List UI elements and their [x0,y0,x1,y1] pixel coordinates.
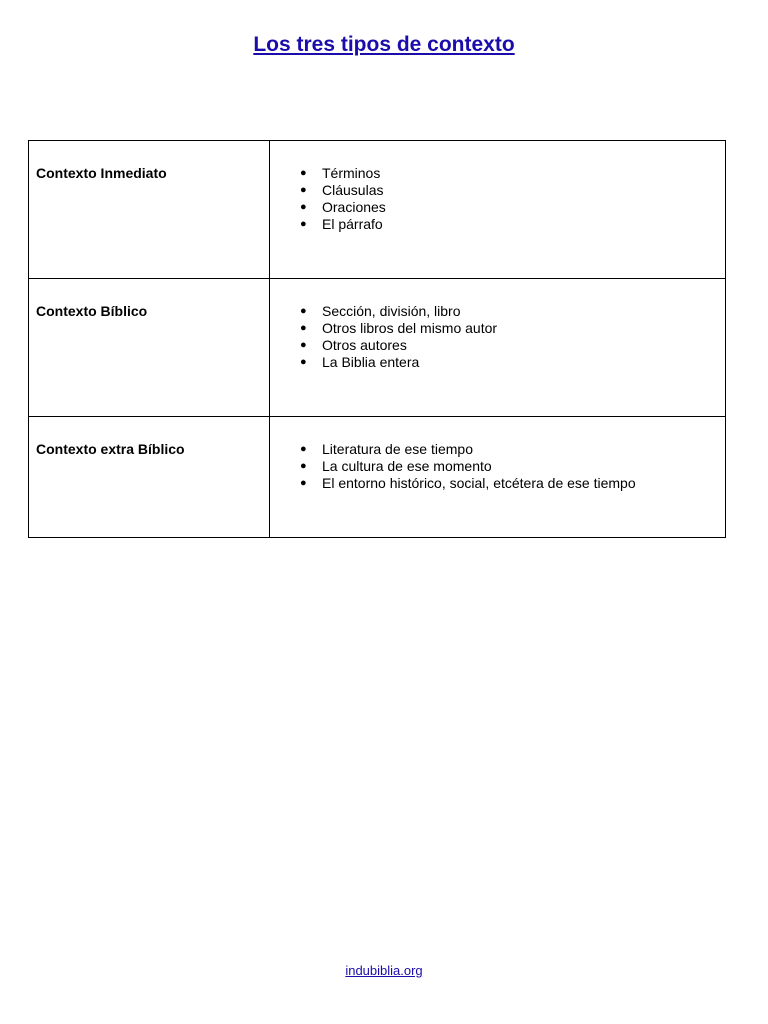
bullet-icon: ● [300,218,307,230]
list-item-text: Otros autores [322,337,407,353]
list-item [300,303,725,320]
list-item [300,320,725,337]
list-item-text: El párrafo [322,216,383,232]
bullet-icon: ● [300,184,307,196]
list-item-text: La cultura de ese momento [322,458,492,474]
list-item [300,199,725,216]
table-row [29,417,726,538]
bullet-icon: ● [300,305,307,317]
bullet-icon: ● [300,443,307,455]
context-items-cell [270,279,726,417]
context-items-cell [270,417,726,538]
list-item [300,441,725,458]
context-name: Contexto Inmediato [29,141,270,279]
list-item-text: La Biblia entera [322,354,420,370]
list-item [300,458,725,475]
table-row [29,141,726,279]
bullet-list [270,165,725,233]
list-item-text: Oraciones [322,199,386,215]
bullet-icon: ● [300,201,307,213]
bullet-icon: ● [300,460,307,472]
bullet-icon: ● [300,477,307,489]
bullet-list [270,441,725,492]
context-name: Contexto Bíblico [29,279,270,417]
list-item-text: Cláusulas [322,182,384,198]
list-item-text: Otros libros del mismo autor [322,320,498,336]
list-item [300,337,725,354]
bullet-icon: ● [300,339,307,351]
context-name: Contexto extra Bíblico [29,417,270,538]
page-title[interactable]: Los tres tipos de contexto [253,33,515,56]
list-item [300,475,725,492]
bullet-icon: ● [300,322,307,334]
list-item-text: Sección, división, libro [322,303,461,319]
bullet-list [270,303,725,371]
bullet-icon: ● [300,356,307,368]
footer-link[interactable]: indubiblia.org [345,963,423,978]
bullet-icon: ● [300,167,307,179]
list-item [300,354,725,371]
table-row [29,279,726,417]
list-item-text: Términos [322,165,381,181]
list-item [300,216,725,233]
list-item-text: El entorno histórico, social, etcétera de ese tiempo [322,475,636,491]
context-table [28,140,726,538]
list-item-text: Literatura de ese tiempo [322,441,473,457]
list-item [300,182,725,199]
context-items-cell [270,141,726,279]
list-item [300,165,725,182]
